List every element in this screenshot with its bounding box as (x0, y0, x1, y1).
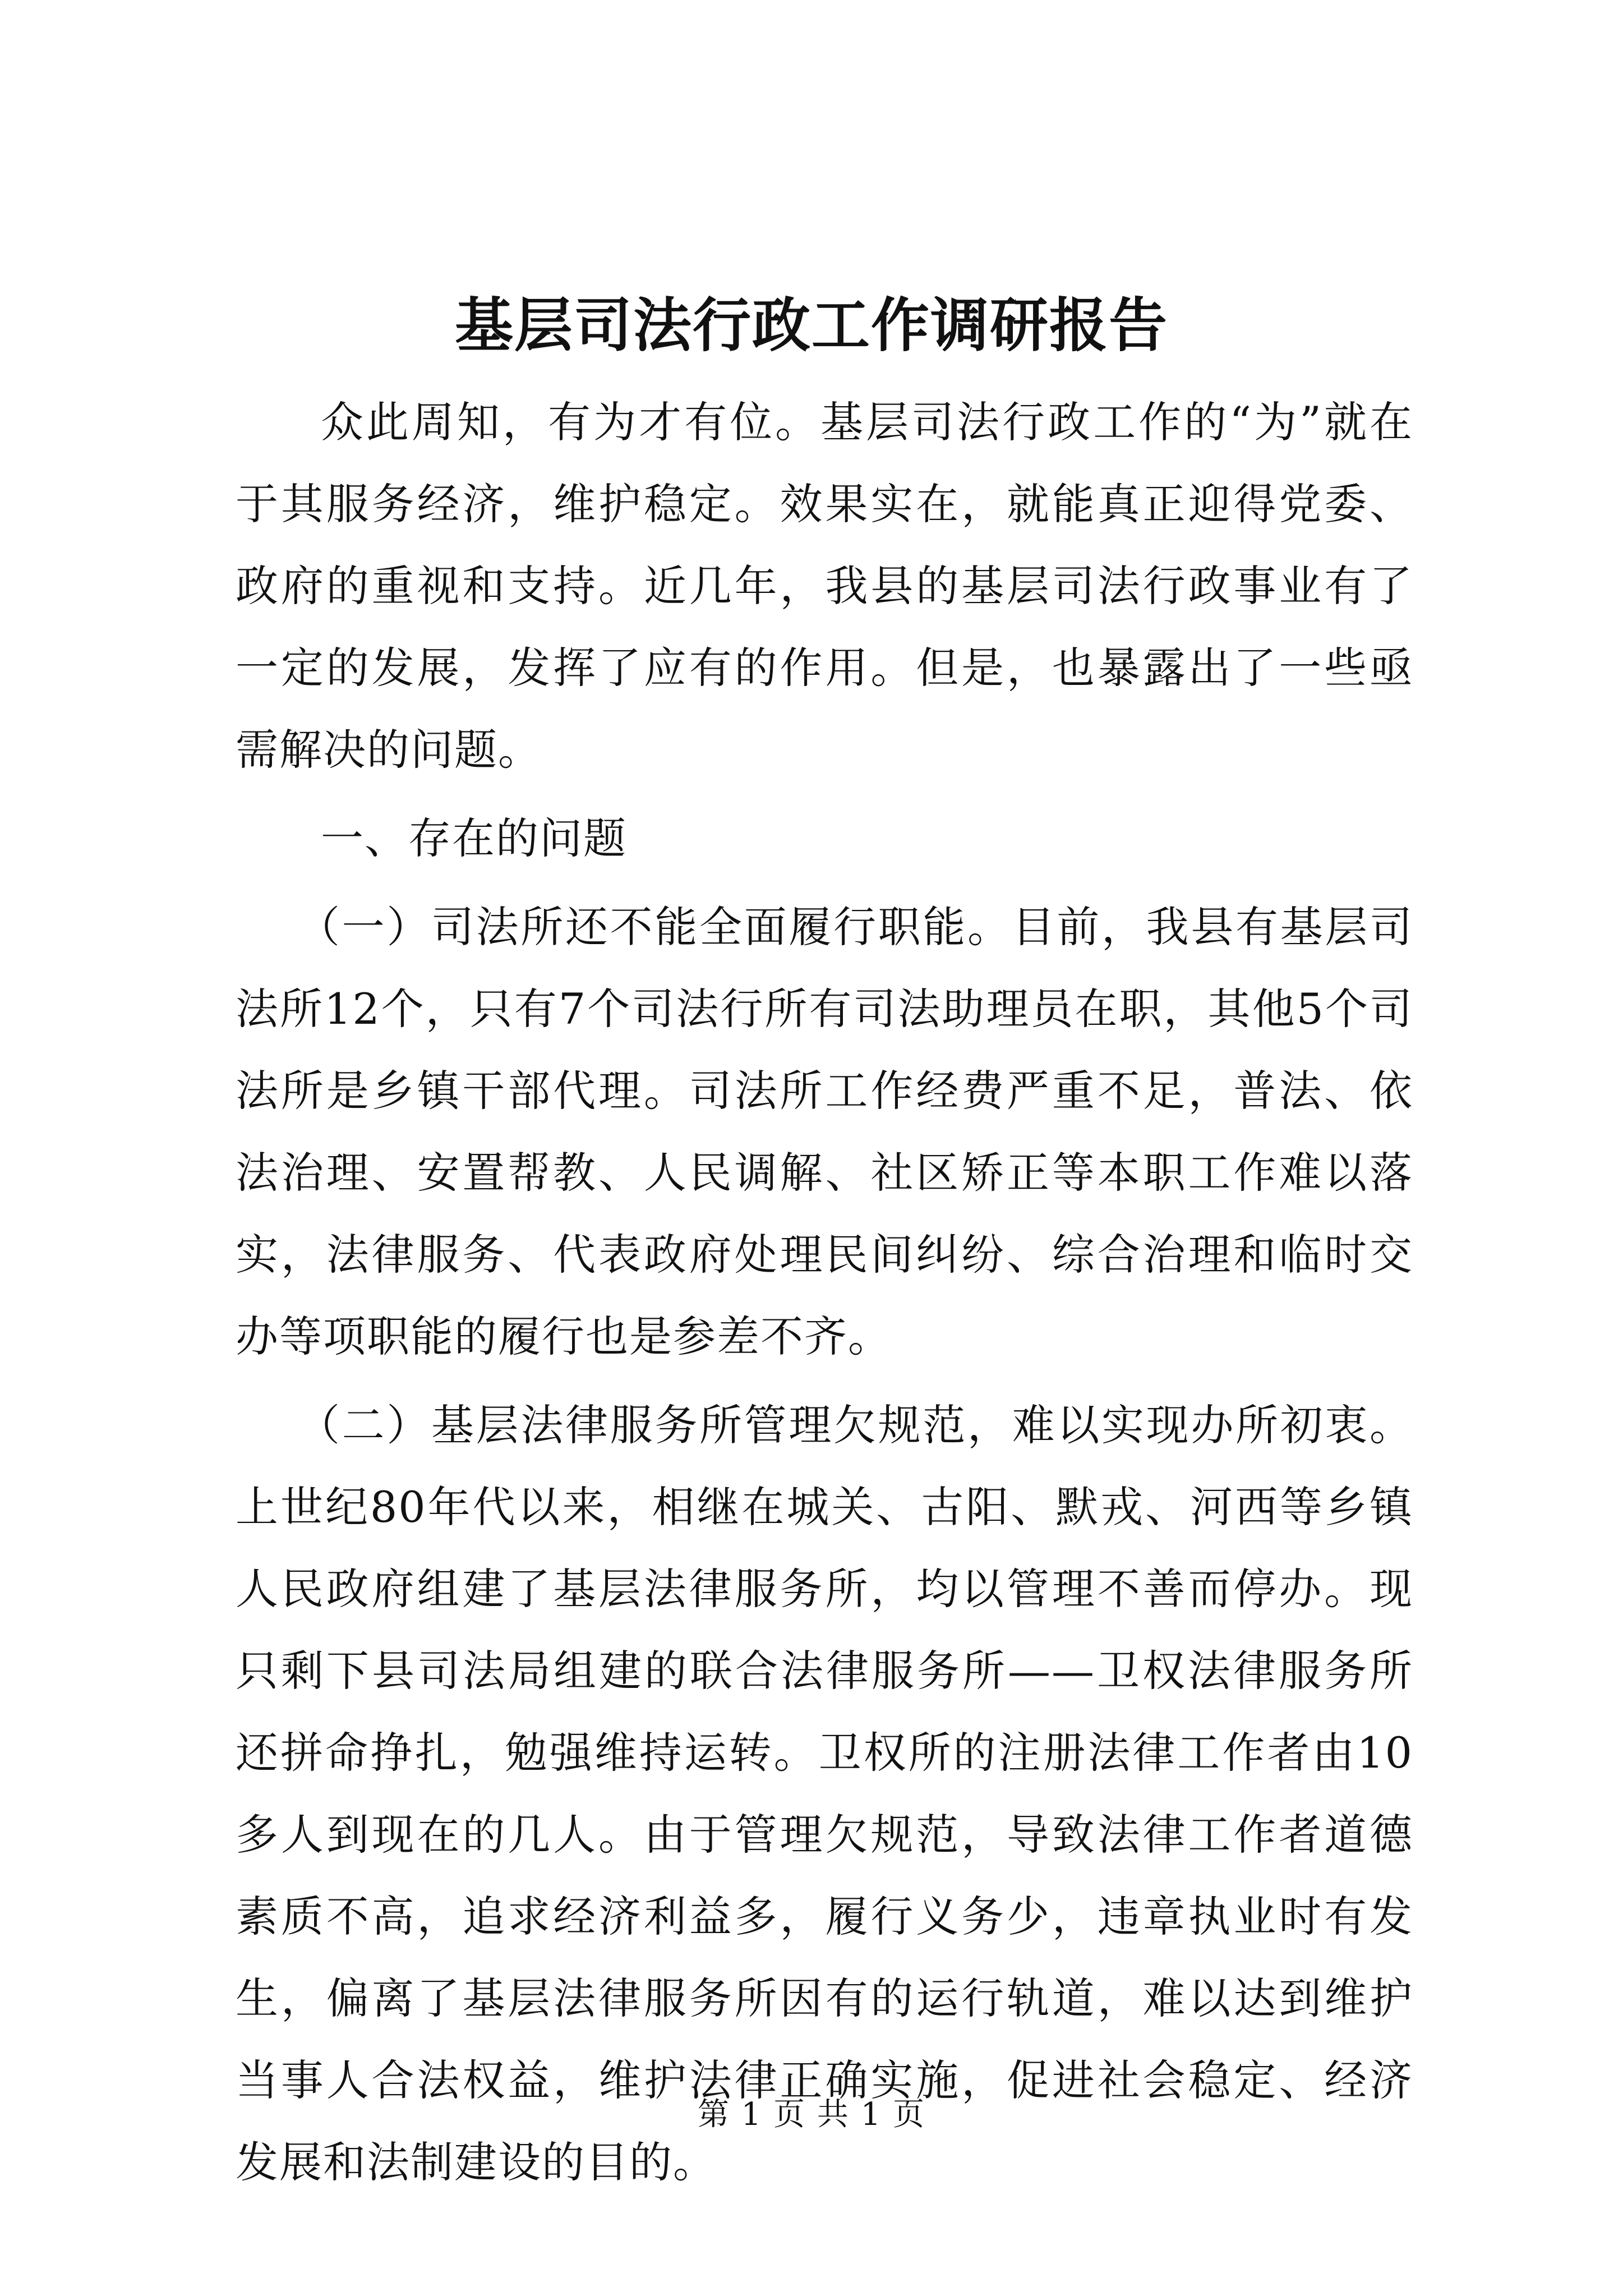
subsection-paragraph-1: （一）司法所还不能全面履行职能。目前，我县有基层司法所12个，只有7个司法行所有司法助理员在职，其他5个司法所是乡镇干部代理。司法所工作经费严重不足，普法、依法治理、安置帮教、人民调解、社区矫正等本职工作难以落实，法律服务、代表政府处理民间纠纷、综合治理和临时交办等项职能的履行也是参差不齐。 (236, 902, 1413, 1361)
intro-paragraph: 众此周知，有为才有位。基层司法行政工作的“为”就在于其服务经济，维护稳定。效果实在，就能真正迎得党委、政府的重视和支持。近几年，我县的基层司法行政事业有了一定的发展，发挥了应有的作用。但是，也暴露出了一些亟需解决的问题。 (236, 397, 1413, 775)
section-heading: 一、存在的问题 (321, 813, 627, 863)
document-body (236, 381, 1413, 2210)
page-footer: 第 1 页 共 1 页 (697, 2096, 926, 2133)
document-title: 基层司法行政工作调研报告 (454, 291, 1168, 360)
subsection-paragraph-2: （二）基层法律服务所管理欠规范，难以实现办所初衷。上世纪80年代以来，相继在城关、古阳、默戎、河西等乡镇人民政府组建了基层法律服务所，均以管理不善而停办。现只剩下县司法局组建的联合法律服务所——卫权法律服务所还拼命挣扎，勉强维持运转。卫权所的注册法律工作者由10多人到现在的几人。由于管理欠规范，导致法律工作者道德素质不高，追求经济利益多，履行义务少，违章执业时有发生，偏离了基层法律服务所因有的运行轨道，难以达到维护当事人合法权益，维护法律正确实施，促进社会稳定、经济发展和法制建设的目的。 (236, 1400, 1413, 2187)
